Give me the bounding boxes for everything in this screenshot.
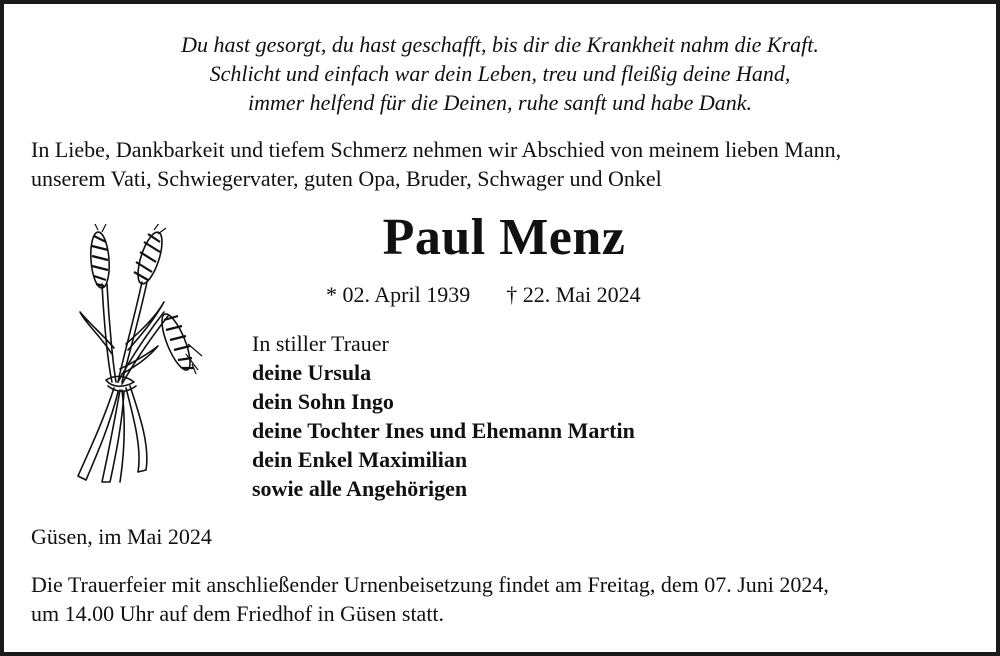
intro-line: unserem Vati, Schwiegervater, guten Opa, Bruder, Schwager und Onkel bbox=[31, 166, 662, 191]
poem-line: immer helfend für die Deinen, ruhe sanft und habe Dank. bbox=[247, 90, 753, 115]
intro-text bbox=[31, 135, 986, 193]
poem-line: Schlicht und einfach war dein Leben, treu und fleißig deine Hand, bbox=[209, 61, 791, 86]
mourner-name: sowie alle Angehörigen bbox=[252, 476, 468, 501]
mourners-list bbox=[252, 329, 635, 503]
wheat-bundle-icon bbox=[64, 224, 204, 486]
mourners-heading: In stiller Trauer bbox=[252, 331, 389, 356]
life-dates bbox=[326, 280, 641, 309]
place-date: Güsen, im Mai 2024 bbox=[31, 524, 212, 549]
ceremony-line: um 14.00 Uhr auf dem Friedhof in Güsen statt. bbox=[31, 601, 445, 626]
mourner-name: dein Enkel Maximilian bbox=[252, 447, 468, 472]
intro-line: In Liebe, Dankbarkeit und tiefem Schmerz nehmen wir Abschied von meinem lieben Mann, bbox=[31, 137, 842, 162]
poem bbox=[24, 30, 976, 117]
mourner-name: dein Sohn Ingo bbox=[252, 389, 394, 414]
mourner-name: deine Tochter Ines und Ehemann Martin bbox=[252, 418, 635, 443]
deceased-name: Paul Menz bbox=[382, 209, 626, 266]
birth-date: * 02. April 1939 bbox=[326, 282, 471, 307]
ceremony-info bbox=[31, 570, 986, 628]
poem-line: Du hast gesorgt, du hast geschafft, bis dir die Krankheit nahm die Kraft. bbox=[181, 32, 819, 57]
death-date: † 22. Mai 2024 bbox=[506, 282, 641, 307]
ceremony-line: Die Trauerfeier mit anschließender Urnenbeisetzung findet am Freitag, dem 07. Juni 2024, bbox=[31, 572, 829, 597]
mourner-name: deine Ursula bbox=[252, 360, 372, 385]
